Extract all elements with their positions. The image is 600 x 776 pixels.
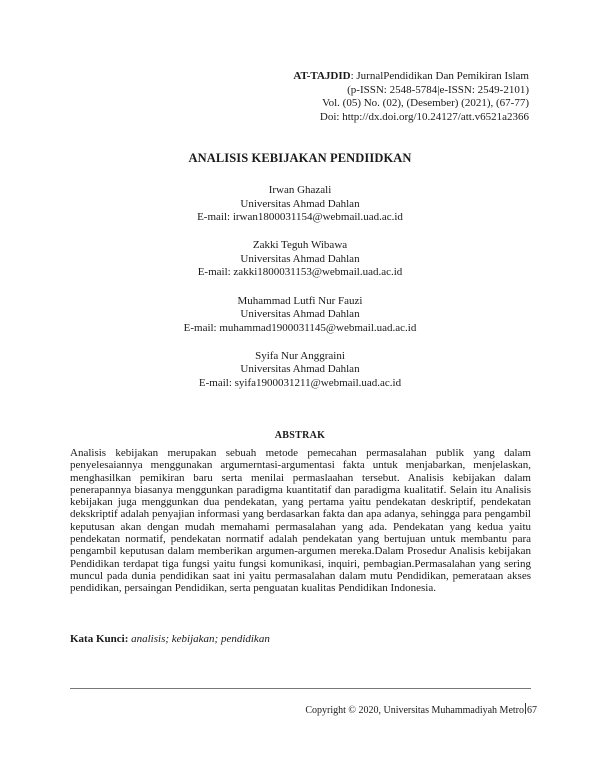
author-name: Zakki Teguh Wibawa	[252, 239, 348, 252]
keywords-label: Kata Kunci:	[70, 633, 129, 645]
author-list	[0, 184, 600, 405]
author-entry	[0, 295, 600, 336]
footer-copyright: Copyright © 2020, Universitas Muhammadiyah Metro	[305, 705, 524, 716]
author-name: Muhammad Lutfi Nur Fauzi	[237, 294, 363, 307]
footer-divider	[70, 688, 531, 689]
author-entry	[0, 184, 600, 225]
author-entry	[0, 350, 600, 391]
page-number: 67	[527, 705, 537, 716]
journal-issn: (p-ISSN: 2548-5784|e-ISSN: 2549-2101)	[347, 83, 529, 96]
keywords-values: analisis; kebijakan; pendidikan	[131, 633, 270, 645]
author-affiliation: Universitas Ahmad Dahlan	[240, 252, 360, 265]
keywords-line	[70, 633, 270, 645]
abstract-heading: ABSTRAK	[274, 430, 326, 441]
author-email: E-mail: irwan1800031154@webmail.uad.ac.id	[197, 211, 403, 224]
footer-separator	[525, 703, 526, 714]
author-email: E-mail: syifa1900031211@webmail.uad.ac.id	[198, 377, 402, 390]
journal-doi: Doi: http://dx.doi.org/10.24127/att.v6521a2366	[319, 110, 529, 123]
abstract-text: Analisis kebijakan merupakan sebuah metode pemecahan permasalahan publik yang dalam penyelesaiannya menggunakan argumerntasi-argumentasi fakta untuk menjabarkan, menjelaskan, menghasilkan pemikiran baru serta menilai permaslaahan tersebut. Analisis kebijakan dalam penerapannya biasanya menggunkan paradigma kuantitatif dan paradigma kualitatif. Selain itu Analisis kebijakan juga menggunkan dua pendekatan, yang pertama yaitu pendekatan deskriptif, pendekatan dekskriptif adalah penyajian informasi yang berdasarkan fakta dan apa adanya, sehingga para pengambil keputusan akan dengan mudah memahami permasalahan yang ada. Pendekatan yang kedua yaitu pendekatan normatif, pendekatan normatif adalah pendekatan yang bertujuan untuk membantu para pengambil keputusan dalam memberikan argumen-argumen mereka.Dalam Prosedur Analisis kebijakan Pendidikan terdapat tiga fungsi yaitu fungsi komunikasi, inquiri, pembagian.Permasalahan yang sering muncul pada dunia pendidikan saat ini yaitu permasalahan dalam mutu Pendidikan, pemerataan akses pendidikan, persaingan Pendidikan, serta penguatan kualitas Pendidikan Indonesia.	[70, 447, 531, 595]
author-affiliation: Universitas Ahmad Dahlan	[240, 197, 360, 210]
journal-header	[293, 70, 529, 124]
author-name: Irwan Ghazali	[268, 184, 332, 196]
author-affiliation: Universitas Ahmad Dahlan	[240, 308, 360, 321]
author-entry	[0, 239, 600, 280]
page-footer	[305, 703, 537, 716]
author-email: E-mail: muhammad1900031145@webmail.uad.ac.id	[183, 321, 417, 334]
journal-volume: Vol. (05) No. (02), (Desember) (2021), (67-77)	[322, 97, 529, 110]
journal-full-name: : JurnalPendidikan Dan Pemikiran Islam	[350, 70, 529, 82]
author-affiliation: Universitas Ahmad Dahlan	[240, 363, 360, 376]
journal-name-line	[293, 70, 529, 84]
journal-acronym: AT-TAJDID	[293, 70, 351, 82]
author-email: E-mail: zakki1800031153@webmail.uad.ac.id	[197, 266, 403, 279]
author-name: Syifa Nur Anggraini	[255, 349, 345, 362]
paper-title: ANALISIS KEBIJAKAN PENDIIDKAN	[188, 151, 412, 165]
